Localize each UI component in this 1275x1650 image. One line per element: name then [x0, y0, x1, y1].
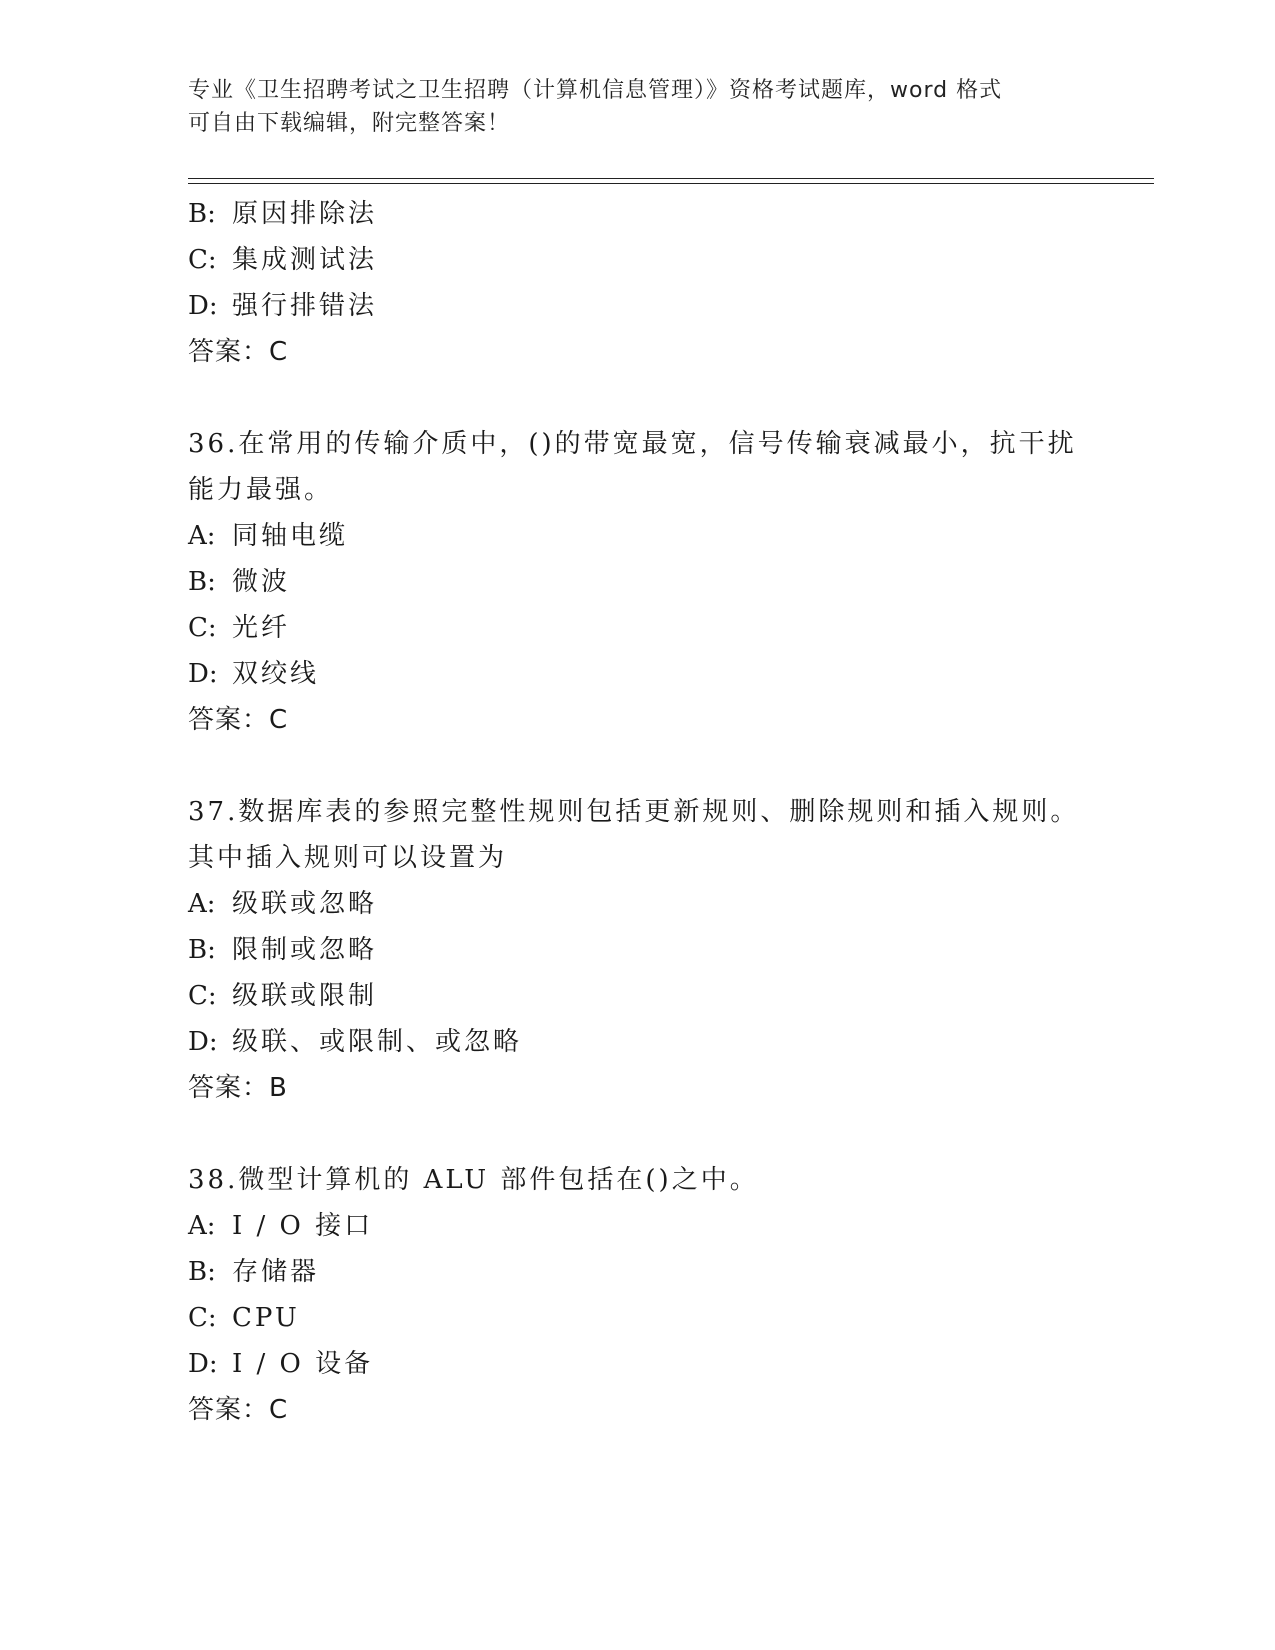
- document-body: [188, 191, 1088, 1433]
- header-line-1: 专业《卫生招聘考试之卫生招聘（计算机信息管理）》资格考试题库，word 格式: [188, 78, 1003, 103]
- header-rule-bottom: [188, 183, 1154, 184]
- option-d: D: 级联、或限制、或忽略: [188, 1027, 523, 1057]
- answer-line: 答案：C: [188, 337, 289, 367]
- option-a: A: I / O 接口: [188, 1211, 374, 1241]
- answer-line: 答案：B: [188, 1073, 288, 1103]
- option-b: B: 原因排除法: [188, 199, 378, 229]
- question-38: [188, 1157, 1088, 1433]
- option-c: C: 光纤: [188, 613, 291, 643]
- option-d: D: I / O 设备: [188, 1349, 374, 1379]
- option-d: D: 强行排错法: [188, 291, 378, 321]
- option-c: C: 集成测试法: [188, 245, 378, 275]
- question-stem: 37.数据库表的参照完整性规则包括更新规则、删除规则和插入规则。 其中插入规则可以设置为: [188, 797, 1080, 873]
- option-b: B: 限制或忽略: [188, 935, 378, 965]
- option-c: C: CPU: [188, 1303, 300, 1333]
- header-rule-top: [188, 178, 1154, 179]
- question-stem: 38.微型计算机的 ALU 部件包括在()之中。: [188, 1165, 759, 1195]
- option-a: A: 同轴电缆: [188, 521, 349, 551]
- document-header: [188, 74, 1088, 140]
- option-b: B: 存储器: [188, 1257, 320, 1287]
- answer-line: 答案：C: [188, 705, 289, 735]
- question-stem: 36.在常用的传输介质中，()的带宽最宽，信号传输衰减最小，抗干扰 能力最强。: [188, 429, 1077, 505]
- header-line-2: 可自由下载编辑，附完整答案！: [188, 111, 511, 136]
- option-c: C: 级联或限制: [188, 981, 378, 1011]
- option-a: A: 级联或忽略: [188, 889, 378, 919]
- question-37: [188, 789, 1088, 1111]
- question-fragment: [188, 191, 1088, 375]
- option-d: D: 双绞线: [188, 659, 320, 689]
- option-b: B: 微波: [188, 567, 291, 597]
- answer-line: 答案：C: [188, 1395, 289, 1425]
- question-36: [188, 421, 1088, 743]
